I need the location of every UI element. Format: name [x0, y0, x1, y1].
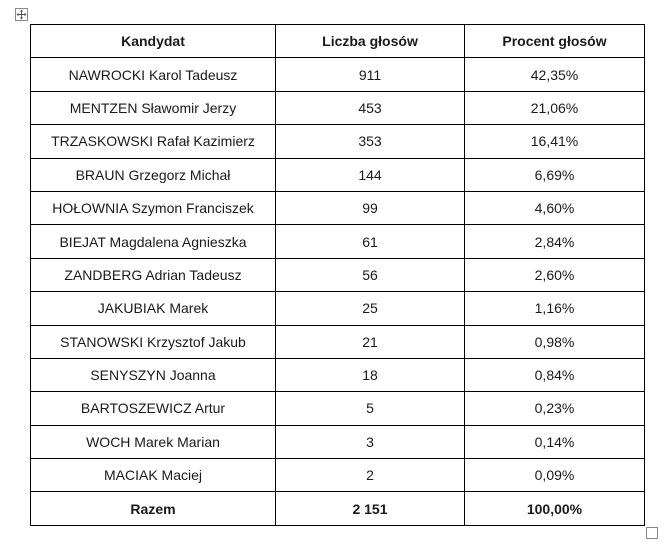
vote-percent-cell[interactable]: 1,16% [465, 292, 645, 325]
vote-count-cell[interactable]: 99 [276, 191, 465, 224]
table-row [31, 158, 645, 191]
election-results-table [30, 24, 645, 526]
candidate-name-cell[interactable]: BIEJAT Magdalena Agnieszka [31, 225, 276, 258]
table-row [31, 292, 645, 325]
vote-percent-cell[interactable]: 2,60% [465, 258, 645, 291]
candidate-name-cell[interactable]: BRAUN Grzegorz Michał [31, 158, 276, 191]
vote-count-cell[interactable]: 2 [276, 459, 465, 492]
candidate-name-cell[interactable]: BARTOSZEWICZ Artur [31, 392, 276, 425]
vote-count-cell[interactable]: 61 [276, 225, 465, 258]
vote-count-cell[interactable]: 353 [276, 125, 465, 158]
vote-percent-cell[interactable]: 42,35% [465, 58, 645, 91]
header-vote-count[interactable]: Liczba głosów [276, 25, 465, 58]
table-row [31, 358, 645, 391]
vote-count-cell[interactable]: 5 [276, 392, 465, 425]
table-row [31, 425, 645, 458]
vote-percent-cell[interactable]: 21,06% [465, 91, 645, 124]
vote-percent-cell[interactable]: 2,84% [465, 225, 645, 258]
table-row [31, 258, 645, 291]
table-move-handle-icon[interactable] [15, 8, 28, 21]
candidate-name-cell[interactable]: TRZASKOWSKI Rafał Kazimierz [31, 125, 276, 158]
vote-percent-cell[interactable]: 6,69% [465, 158, 645, 191]
vote-count-cell[interactable]: 56 [276, 258, 465, 291]
total-label-cell[interactable]: Razem [31, 492, 276, 525]
table-row [31, 325, 645, 358]
vote-count-cell[interactable]: 3 [276, 425, 465, 458]
header-vote-percent[interactable]: Procent głosów [465, 25, 645, 58]
candidate-name-cell[interactable]: SENYSZYN Joanna [31, 358, 276, 391]
candidate-name-cell[interactable]: JAKUBIAK Marek [31, 292, 276, 325]
table-row [31, 392, 645, 425]
candidate-name-cell[interactable]: STANOWSKI Krzysztof Jakub [31, 325, 276, 358]
vote-count-cell[interactable]: 21 [276, 325, 465, 358]
vote-count-cell[interactable]: 911 [276, 58, 465, 91]
candidate-name-cell[interactable]: WOCH Marek Marian [31, 425, 276, 458]
table-header-row [31, 25, 645, 58]
vote-count-cell[interactable]: 25 [276, 292, 465, 325]
vote-count-cell[interactable]: 453 [276, 91, 465, 124]
table-row [31, 125, 645, 158]
table-row [31, 459, 645, 492]
total-percent-cell[interactable]: 100,00% [465, 492, 645, 525]
total-row [31, 492, 645, 525]
vote-count-cell[interactable]: 18 [276, 358, 465, 391]
vote-percent-cell[interactable]: 16,41% [465, 125, 645, 158]
table-row [31, 225, 645, 258]
vote-percent-cell[interactable]: 0,09% [465, 459, 645, 492]
text-cursor [644, 158, 645, 174]
table-row [31, 58, 645, 91]
vote-count-cell[interactable]: 144 [276, 158, 465, 191]
candidate-name-cell[interactable]: ZANDBERG Adrian Tadeusz [31, 258, 276, 291]
table-row [31, 191, 645, 224]
vote-percent-cell[interactable]: 4,60% [465, 191, 645, 224]
candidate-name-cell[interactable]: MACIAK Maciej [31, 459, 276, 492]
vote-percent-cell[interactable]: 0,14% [465, 425, 645, 458]
candidate-name-cell[interactable]: NAWROCKI Karol Tadeusz [31, 58, 276, 91]
candidate-name-cell[interactable]: HOŁOWNIA Szymon Franciszek [31, 191, 276, 224]
vote-percent-cell[interactable]: 0,98% [465, 325, 645, 358]
vote-percent-cell[interactable]: 0,84% [465, 358, 645, 391]
vote-percent-cell[interactable]: 0,23% [465, 392, 645, 425]
header-candidate[interactable]: Kandydat [31, 25, 276, 58]
total-votes-cell[interactable]: 2 151 [276, 492, 465, 525]
table-resize-handle-icon[interactable] [646, 527, 658, 539]
table-row [31, 91, 645, 124]
candidate-name-cell[interactable]: MENTZEN Sławomir Jerzy [31, 91, 276, 124]
